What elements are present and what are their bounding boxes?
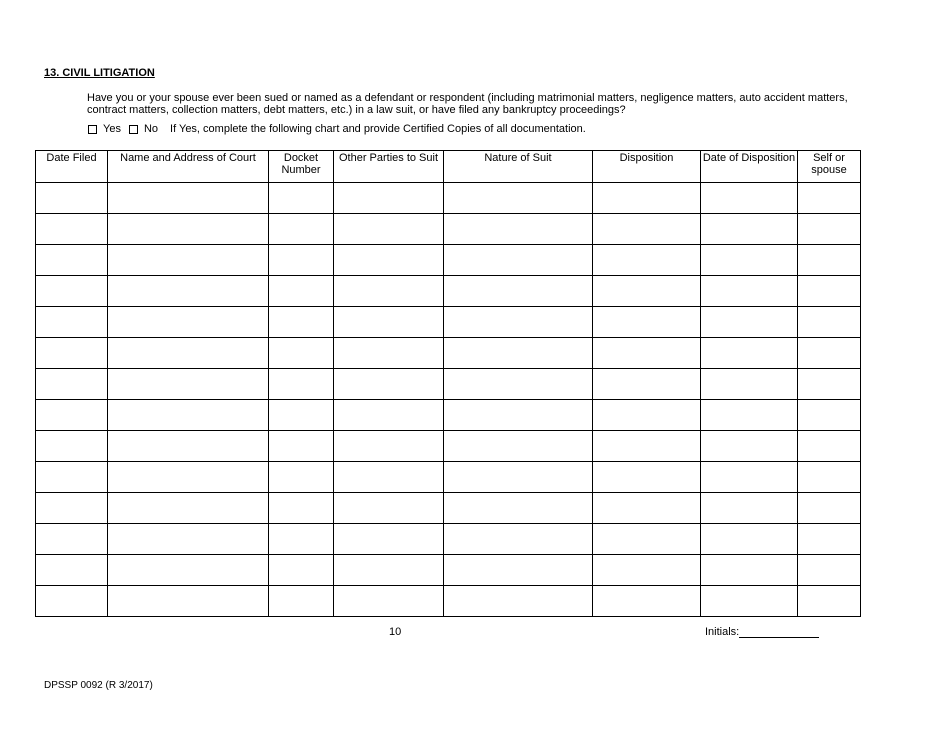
table-cell[interactable] xyxy=(701,586,798,617)
table-cell[interactable] xyxy=(269,586,334,617)
table-cell[interactable] xyxy=(108,462,269,493)
table-cell[interactable] xyxy=(269,400,334,431)
table-row xyxy=(36,369,861,400)
table-cell[interactable] xyxy=(444,369,593,400)
table-cell[interactable] xyxy=(701,338,798,369)
table-cell[interactable] xyxy=(444,183,593,214)
table-cell[interactable] xyxy=(108,555,269,586)
table-cell[interactable] xyxy=(269,307,334,338)
table-cell[interactable] xyxy=(593,307,701,338)
table-cell[interactable] xyxy=(334,307,444,338)
form-code: DPSSP 0092 (R 3/2017) xyxy=(44,680,153,691)
table-cell[interactable] xyxy=(798,245,861,276)
table-cell[interactable] xyxy=(269,431,334,462)
table-cell[interactable] xyxy=(334,586,444,617)
table-cell[interactable] xyxy=(593,400,701,431)
table-cell[interactable] xyxy=(798,276,861,307)
table-cell[interactable] xyxy=(334,400,444,431)
table-cell[interactable] xyxy=(798,338,861,369)
table-cell[interactable] xyxy=(334,431,444,462)
civil-litigation-table xyxy=(35,150,861,617)
table-cell[interactable] xyxy=(701,462,798,493)
initials-blank[interactable] xyxy=(739,627,819,638)
table-cell[interactable] xyxy=(36,245,108,276)
instruction-text: If Yes, complete the following chart and provide Certified Copies of all documentation. xyxy=(170,123,586,135)
table-cell[interactable] xyxy=(701,307,798,338)
table-cell[interactable] xyxy=(444,524,593,555)
table-cell[interactable] xyxy=(108,276,269,307)
table-cell[interactable] xyxy=(593,524,701,555)
table-row xyxy=(36,586,861,617)
table-cell[interactable] xyxy=(334,524,444,555)
table-cell[interactable] xyxy=(108,338,269,369)
table-cell[interactable] xyxy=(444,245,593,276)
table-cell[interactable] xyxy=(444,214,593,245)
table-cell[interactable] xyxy=(334,183,444,214)
no-label: No xyxy=(143,123,159,135)
table-cell[interactable] xyxy=(36,307,108,338)
table-cell[interactable] xyxy=(108,214,269,245)
table-row xyxy=(36,524,861,555)
table-row xyxy=(36,245,861,276)
table-cell[interactable] xyxy=(108,431,269,462)
table-cell[interactable] xyxy=(269,214,334,245)
table-row xyxy=(36,555,861,586)
table-cell[interactable] xyxy=(269,555,334,586)
table-row xyxy=(36,214,861,245)
table-cell[interactable] xyxy=(36,276,108,307)
table-row xyxy=(36,493,861,524)
table-cell[interactable] xyxy=(334,493,444,524)
table-cell[interactable] xyxy=(334,462,444,493)
table-cell[interactable] xyxy=(108,586,269,617)
yes-checkbox[interactable] xyxy=(88,125,97,134)
table-cell[interactable] xyxy=(593,462,701,493)
table-cell[interactable] xyxy=(593,276,701,307)
table-body xyxy=(36,183,861,617)
table-cell[interactable] xyxy=(36,338,108,369)
table-cell[interactable] xyxy=(334,276,444,307)
table-cell[interactable] xyxy=(798,493,861,524)
table-cell[interactable] xyxy=(798,586,861,617)
table-cell[interactable] xyxy=(334,369,444,400)
table-cell[interactable] xyxy=(798,400,861,431)
table-cell[interactable] xyxy=(108,245,269,276)
table-cell[interactable] xyxy=(334,338,444,369)
yes-no-answer xyxy=(88,123,586,135)
table-cell[interactable] xyxy=(593,183,701,214)
table-cell[interactable] xyxy=(36,214,108,245)
table-cell[interactable] xyxy=(798,183,861,214)
table-cell[interactable] xyxy=(36,462,108,493)
table-cell[interactable] xyxy=(798,214,861,245)
table-cell[interactable] xyxy=(798,462,861,493)
table-cell[interactable] xyxy=(334,214,444,245)
table-cell[interactable] xyxy=(444,462,593,493)
table-cell[interactable] xyxy=(701,400,798,431)
table-cell[interactable] xyxy=(593,555,701,586)
col-date-of-disposition: Date of Disposition xyxy=(701,151,798,183)
table-row xyxy=(36,431,861,462)
table-cell[interactable] xyxy=(701,524,798,555)
table-cell[interactable] xyxy=(334,245,444,276)
section-title: 13. CIVIL LITIGATION xyxy=(44,67,155,79)
table-cell[interactable] xyxy=(593,431,701,462)
table-cell[interactable] xyxy=(444,276,593,307)
col-docket-number: Docket Number xyxy=(269,151,334,183)
col-date-filed: Date Filed xyxy=(36,151,108,183)
table-cell[interactable] xyxy=(701,431,798,462)
table-cell[interactable] xyxy=(701,369,798,400)
table-cell[interactable] xyxy=(36,493,108,524)
table-cell[interactable] xyxy=(593,493,701,524)
table-cell[interactable] xyxy=(36,555,108,586)
table-cell[interactable] xyxy=(36,431,108,462)
col-disposition: Disposition xyxy=(593,151,701,183)
col-court: Name and Address of Court xyxy=(108,151,269,183)
table-row xyxy=(36,462,861,493)
table-cell[interactable] xyxy=(798,431,861,462)
table-row xyxy=(36,183,861,214)
table-cell[interactable] xyxy=(444,431,593,462)
table-row xyxy=(36,307,861,338)
initials-field xyxy=(705,626,819,638)
table-cell[interactable] xyxy=(593,338,701,369)
table-cell[interactable] xyxy=(108,369,269,400)
table-cell[interactable] xyxy=(108,183,269,214)
table-cell[interactable] xyxy=(444,555,593,586)
table-cell[interactable] xyxy=(444,338,593,369)
table-cell[interactable] xyxy=(269,524,334,555)
table-cell[interactable] xyxy=(798,524,861,555)
table-cell[interactable] xyxy=(701,493,798,524)
initials-label: Initials: xyxy=(705,626,740,638)
table-cell[interactable] xyxy=(334,555,444,586)
table-cell[interactable] xyxy=(269,462,334,493)
table-cell[interactable] xyxy=(444,307,593,338)
table-cell[interactable] xyxy=(798,369,861,400)
table-cell[interactable] xyxy=(593,214,701,245)
table-cell[interactable] xyxy=(798,307,861,338)
table-cell[interactable] xyxy=(444,493,593,524)
table-cell[interactable] xyxy=(108,524,269,555)
table-row xyxy=(36,276,861,307)
table-cell[interactable] xyxy=(701,245,798,276)
col-self-or-spouse: Self or spouse xyxy=(798,151,861,183)
table-row xyxy=(36,400,861,431)
table-cell[interactable] xyxy=(701,183,798,214)
table-cell[interactable] xyxy=(444,400,593,431)
table-cell[interactable] xyxy=(593,586,701,617)
table-cell[interactable] xyxy=(701,555,798,586)
table-cell[interactable] xyxy=(593,369,701,400)
table-cell[interactable] xyxy=(269,276,334,307)
table-cell[interactable] xyxy=(36,369,108,400)
litigation-question: Have you or your spouse ever been sued or named as a defendant or respondent (including matrimonial matters, negligence matters, auto accident matters, contract matters, collection matters, debt matters, etc.) in a law suit, or have filed any bankruptcy proceedings? xyxy=(87,92,848,116)
table-cell[interactable] xyxy=(798,555,861,586)
table-cell[interactable] xyxy=(36,586,108,617)
table-cell[interactable] xyxy=(36,400,108,431)
table-cell[interactable] xyxy=(701,214,798,245)
page-number: 10 xyxy=(389,626,402,638)
table-header-row xyxy=(36,151,861,183)
table-cell[interactable] xyxy=(108,307,269,338)
table-cell[interactable] xyxy=(269,369,334,400)
table-cell[interactable] xyxy=(36,183,108,214)
table-cell[interactable] xyxy=(269,338,334,369)
no-checkbox[interactable] xyxy=(129,125,138,134)
table-cell[interactable] xyxy=(444,586,593,617)
table-cell[interactable] xyxy=(269,245,334,276)
col-nature-of-suit: Nature of Suit xyxy=(444,151,593,183)
yes-label: Yes xyxy=(103,123,121,135)
table-cell[interactable] xyxy=(36,524,108,555)
table-row xyxy=(36,338,861,369)
table-cell[interactable] xyxy=(108,493,269,524)
table-cell[interactable] xyxy=(593,245,701,276)
col-other-parties: Other Parties to Suit xyxy=(334,151,444,183)
table-cell[interactable] xyxy=(269,183,334,214)
table-cell[interactable] xyxy=(269,493,334,524)
table-cell[interactable] xyxy=(108,400,269,431)
table-cell[interactable] xyxy=(701,276,798,307)
